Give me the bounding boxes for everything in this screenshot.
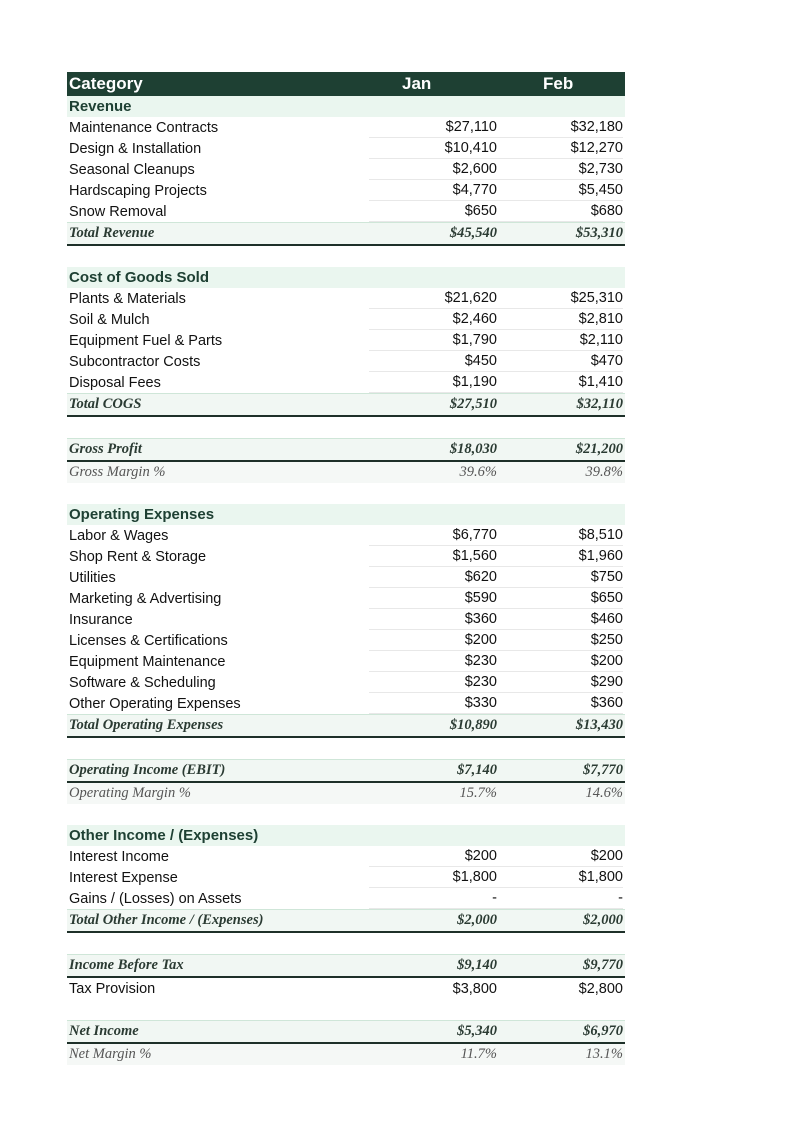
table-row [67, 888, 625, 909]
feb-value: $2,110 [497, 330, 623, 351]
jan-value: $3,800 [452, 980, 497, 997]
row-label: Software & Scheduling [69, 674, 216, 691]
feb-value: $53,310 [575, 225, 623, 241]
table-row [67, 651, 625, 672]
jan-value: $2,460 [369, 309, 497, 330]
row-label: Equipment Maintenance [69, 653, 226, 670]
feb-value: 13.1% [585, 1046, 623, 1062]
spacer [67, 417, 625, 438]
feb-value: $200 [497, 846, 623, 867]
jan-value: $200 [369, 846, 497, 867]
table-row [67, 201, 625, 222]
feb-value: $200 [497, 651, 623, 672]
spacer [67, 246, 625, 267]
row-label: Net Margin % [69, 1046, 152, 1062]
row-label: Equipment Fuel & Parts [69, 332, 223, 349]
table-header-row [67, 72, 625, 96]
jan-value: $27,510 [449, 396, 497, 412]
row-label: Shop Rent & Storage [69, 548, 207, 565]
table-row [67, 525, 625, 546]
feb-value: $2,810 [497, 309, 623, 330]
operating-margin-row [67, 783, 625, 804]
row-label: Total COGS [69, 396, 142, 412]
jan-value: $650 [369, 201, 497, 222]
feb-value: 39.8% [585, 464, 623, 480]
feb-value: - [497, 888, 623, 909]
row-label: Total Other Income / (Expenses) [69, 912, 264, 928]
row-label: Gross Margin % [69, 464, 166, 480]
feb-value: $2,730 [497, 159, 623, 180]
row-label: Design & Installation [69, 140, 202, 157]
table-row [67, 672, 625, 693]
jan-value: $230 [369, 672, 497, 693]
jan-value: $1,790 [369, 330, 497, 351]
jan-value: $330 [369, 693, 497, 714]
feb-value: $250 [497, 630, 623, 651]
table-row [67, 609, 625, 630]
jan-value: $6,770 [369, 525, 497, 546]
row-label: Disposal Fees [69, 374, 161, 391]
feb-value: 14.6% [585, 785, 623, 801]
row-label: Gross Profit [69, 441, 142, 457]
spacer [67, 999, 625, 1020]
jan-value: 11.7% [460, 1046, 497, 1062]
table-row [67, 180, 625, 201]
row-label: Net Income [69, 1023, 139, 1039]
jan-value: $620 [369, 567, 497, 588]
table-row [67, 138, 625, 159]
feb-value: $25,310 [497, 288, 623, 309]
feb-value: $290 [497, 672, 623, 693]
table-row [67, 288, 625, 309]
feb-value: $6,970 [583, 1023, 623, 1039]
table-row [67, 693, 625, 714]
row-label: Plants & Materials [69, 290, 186, 307]
jan-value: $18,030 [449, 441, 497, 457]
jan-value: - [369, 888, 497, 909]
row-label: Seasonal Cleanups [69, 161, 195, 178]
row-label: Total Revenue [69, 225, 155, 241]
jan-value: $1,560 [369, 546, 497, 567]
feb-value: $32,110 [576, 396, 623, 412]
total-other-row [67, 909, 625, 933]
feb-value: $470 [497, 351, 623, 372]
income-statement-table [67, 72, 625, 1065]
feb-value: $360 [497, 693, 623, 714]
feb-value: $9,770 [583, 957, 623, 973]
row-label: Tax Provision [69, 980, 156, 997]
section-title: Cost of Goods Sold [69, 269, 209, 286]
section-title: Operating Expenses [69, 506, 215, 523]
tax-provision-row [67, 978, 625, 999]
gross-margin-row [67, 462, 625, 483]
row-label: Utilities [69, 569, 116, 586]
row-label: Insurance [69, 611, 133, 628]
row-label: Interest Expense [69, 869, 178, 886]
header-feb: Feb [543, 74, 574, 93]
feb-value: $750 [497, 567, 623, 588]
section-other [67, 825, 625, 846]
table-row [67, 546, 625, 567]
table-row [67, 309, 625, 330]
jan-value: $4,770 [369, 180, 497, 201]
total-cogs-row [67, 393, 625, 417]
table-row [67, 630, 625, 651]
feb-value: $5,450 [497, 180, 623, 201]
net-margin-row [67, 1044, 625, 1065]
feb-value: $1,410 [497, 372, 623, 393]
gross-profit-row [67, 438, 625, 462]
row-label: Snow Removal [69, 203, 167, 220]
jan-value: $45,540 [449, 225, 497, 241]
row-label: Income Before Tax [69, 957, 184, 973]
row-label: Total Operating Expenses [69, 717, 224, 733]
section-title: Revenue [69, 98, 132, 115]
row-label: Subcontractor Costs [69, 353, 201, 370]
jan-value: $27,110 [369, 117, 497, 138]
jan-value: $1,190 [369, 372, 497, 393]
jan-value: $200 [369, 630, 497, 651]
feb-value: $680 [497, 201, 623, 222]
table-row [67, 117, 625, 138]
feb-value: $2,000 [583, 912, 623, 928]
feb-value: $2,800 [578, 980, 623, 997]
jan-value: $5,340 [457, 1023, 497, 1039]
jan-value: $2,600 [369, 159, 497, 180]
row-label: Labor & Wages [69, 527, 169, 544]
header-jan: Jan [402, 74, 432, 93]
spacer [67, 738, 625, 759]
table-row [67, 867, 625, 888]
row-label: Interest Income [69, 848, 169, 865]
row-label: Hardscaping Projects [69, 182, 207, 199]
row-label: Licenses & Certifications [69, 632, 228, 649]
spacer [67, 483, 625, 504]
table-row [67, 567, 625, 588]
table-row [67, 372, 625, 393]
feb-value: $650 [497, 588, 623, 609]
row-label: Maintenance Contracts [69, 119, 219, 136]
total-revenue-row [67, 222, 625, 246]
header-category: Category [69, 74, 143, 93]
jan-value: $9,140 [457, 957, 497, 973]
section-opex [67, 504, 625, 525]
jan-value: $360 [369, 609, 497, 630]
total-opex-row [67, 714, 625, 738]
jan-value: 15.7% [459, 785, 497, 801]
net-income-row [67, 1020, 625, 1044]
section-cogs [67, 267, 625, 288]
row-label: Operating Income (EBIT) [69, 762, 226, 778]
jan-value: $21,620 [369, 288, 497, 309]
row-label: Other Operating Expenses [69, 695, 241, 712]
table-row [67, 330, 625, 351]
jan-value: $10,890 [449, 717, 497, 733]
ebit-row [67, 759, 625, 783]
feb-value: $460 [497, 609, 623, 630]
jan-value: $7,140 [457, 762, 497, 778]
row-label: Operating Margin % [69, 785, 191, 801]
feb-value: $12,270 [497, 138, 623, 159]
feb-value: $32,180 [497, 117, 623, 138]
spacer [67, 933, 625, 954]
row-label: Soil & Mulch [69, 311, 150, 328]
jan-value: $230 [369, 651, 497, 672]
row-label: Marketing & Advertising [69, 590, 222, 607]
table-row [67, 351, 625, 372]
feb-value: $8,510 [497, 525, 623, 546]
jan-value: $450 [369, 351, 497, 372]
jan-value: $1,800 [369, 867, 497, 888]
section-title: Other Income / (Expenses) [69, 827, 259, 844]
table-row [67, 159, 625, 180]
feb-value: $21,200 [575, 441, 623, 457]
jan-value: $590 [369, 588, 497, 609]
feb-value: $13,430 [575, 717, 623, 733]
income-before-tax-row [67, 954, 625, 978]
feb-value: $7,770 [583, 762, 623, 778]
section-revenue [67, 96, 625, 117]
row-label: Gains / (Losses) on Assets [69, 890, 242, 907]
jan-value: 39.6% [459, 464, 497, 480]
table-row [67, 846, 625, 867]
spacer [67, 804, 625, 825]
feb-value: $1,800 [497, 867, 623, 888]
feb-value: $1,960 [497, 546, 623, 567]
table-row [67, 588, 625, 609]
jan-value: $10,410 [369, 138, 497, 159]
jan-value: $2,000 [457, 912, 497, 928]
